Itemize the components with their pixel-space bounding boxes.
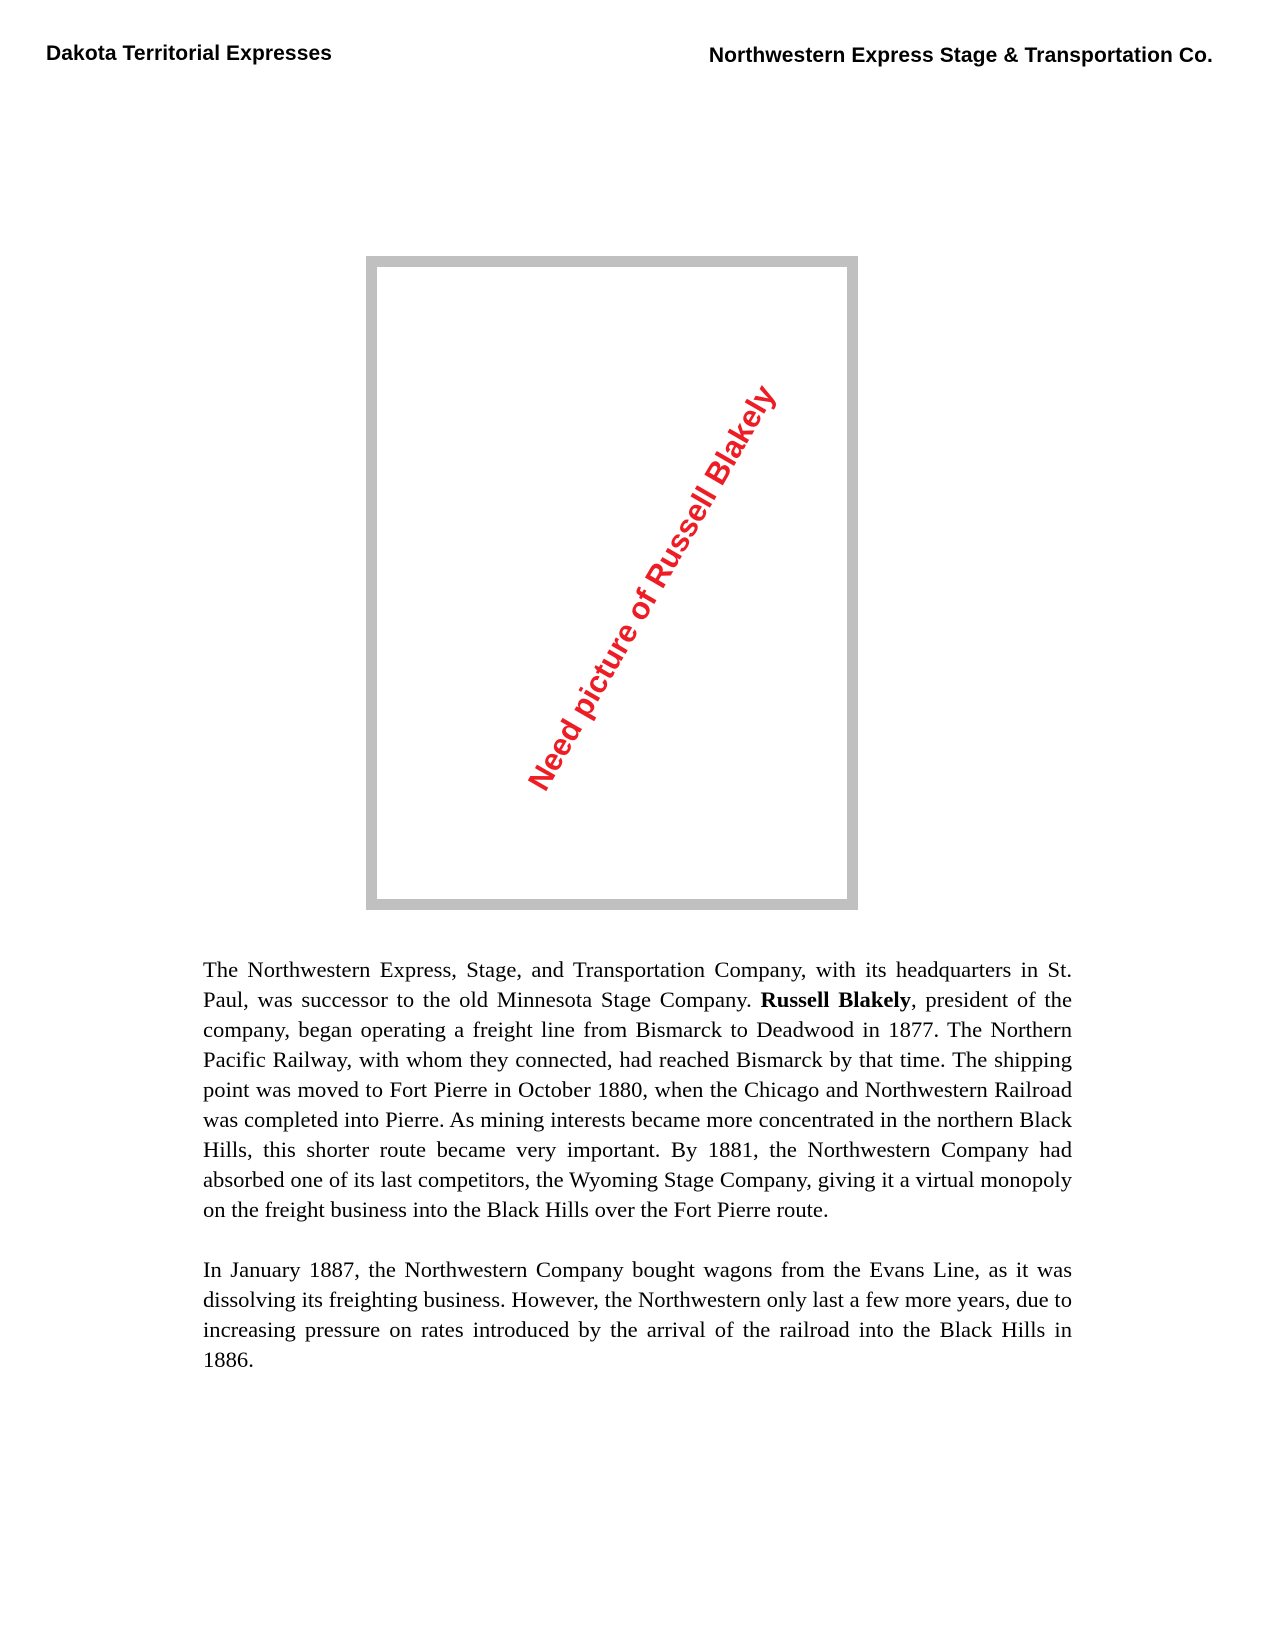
running-header-right: Northwestern Express Stage & Transportation Co. xyxy=(708,44,1213,67)
paragraph-1-part-1: The Northwestern Express, Stage, and Transportation Company, with its headquarters in St. Paul, was successor to the old Minnesota Stage Company. xyxy=(203,957,1072,1012)
paragraph-1-part-2: , president of the company, began operating a freight line from Bismarck to Deadwood in 1877. The Northern Pacific Railway, with whom they connected, had reached Bismarck by that time. The shipping point was moved to Fort Pierre in October 1880, when the Chicago and Northwestern Railroad was completed into Pierre. As mining interests became more concentrated in the northern Black Hills, this shorter route became very important. By 1881, the Northwestern Company had absorbed one of its last competitors, the Wyoming Stage Company, giving it a virtual monopoly on the freight business into the Black Hills over the Fort Pierre route. xyxy=(203,987,1072,1222)
running-header-left: Dakota Territorial Expresses xyxy=(46,42,333,65)
paragraph-2: In January 1887, the Northwestern Company bought wagons from the Evans Line, as it was dissolving its freighting business. However, the Northwestern only last a few more years, due to increasing pressure on rates introduced by the arrival of the railroad into the Black Hills in 1886. xyxy=(203,1257,1072,1372)
photo-placeholder-frame xyxy=(366,256,858,910)
paragraph-1 xyxy=(203,955,1072,1225)
person-name: Russell Blakely xyxy=(760,987,912,1012)
body-text xyxy=(203,955,1072,1375)
photo-placeholder-note: Need picture of Russell Blakely xyxy=(520,379,783,797)
